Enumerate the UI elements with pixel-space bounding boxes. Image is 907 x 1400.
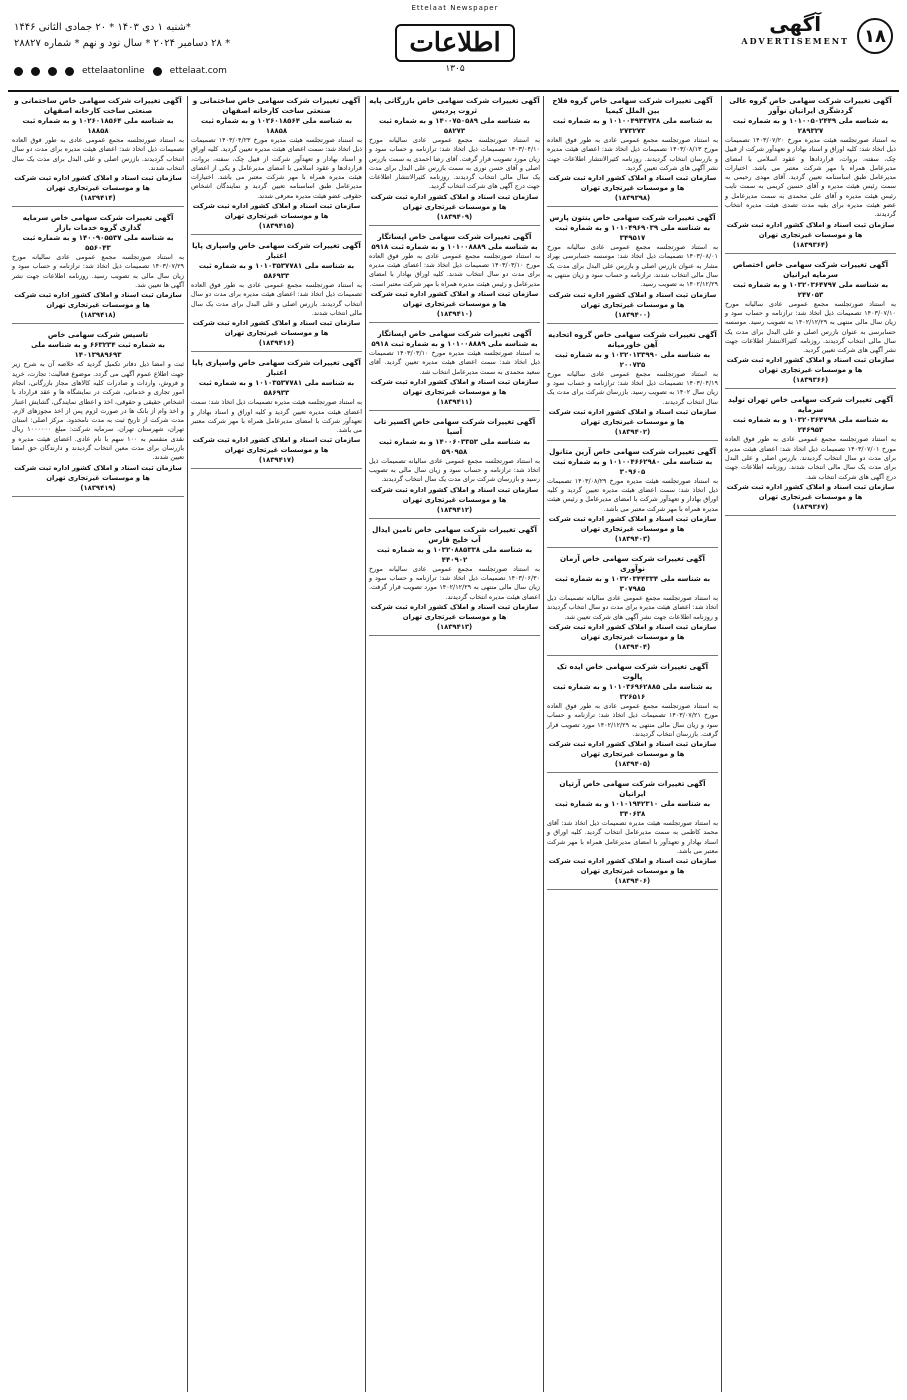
notice-registration: به شناسه ملی ۱۰۱۰۳۶۹۶۲۸۸۵ و به شماره ثبت ۳۲۶۵۱۶: [552, 682, 713, 701]
notice-title: آگهی تغییرات شرکت سهامی خاص ایده تک پالوت: [556, 661, 709, 681]
notice-signature: سازمان ثبت اسناد و املاک کشور اداره ثبت شرکت ها و موسسات غیرتجاری تهران: [370, 485, 539, 504]
notice-id: (۱۸۳۹۴۱۸): [12, 310, 184, 324]
legal-notice: [369, 329, 540, 411]
notice-registration: به شناسه ملی ۱۰۱۰۰۴۶۶۲۹۸۰ و به شماره ثبت ۳۰۹۶۰۵: [552, 457, 713, 476]
notice-id: (۱۸۳۹۳۹۸): [547, 193, 718, 207]
notice-registration: به شناسه ملی ۱۰۳۲۰۳۶۴۷۹۷ و به شماره ثبت ۲۴۷۰۵۳: [732, 280, 889, 299]
section-title: [741, 12, 849, 46]
notice-title: آگهی تغییرات شرکت سهامی خاص آرتیان ایرانیان: [559, 779, 706, 799]
notice-title: تاسیس شرکت سهامی خاص: [47, 330, 149, 340]
logo-year: ۱۳۰۵: [445, 64, 465, 74]
notice-signature: سازمان ثبت اسناد و املاک کشور اداره ثبت شرکت ها و موسسات غیرتجاری تهران: [14, 291, 182, 310]
notice-id: (۱۸۳۹۴۱۵): [191, 221, 362, 235]
notice-body: به استناد صورتجلسه مجمع عمومی عادی سالیانه مورخ ۱۴۰۳/۰۴/۱۰ تصمیمات ذیل اتخاذ شد: ترازنامه و حساب سود و زیان مورد تصویب قرار گرفت. آقای رضا احمدی به سمت بازرس اصلی و آقای حسن نوری به سمت بازرس علی البدل برای مدت یک سال مالی انتخاب گردیدند. روزنامه کثیرالانتشار اطلاعات جهت درج آگهی های شرکت انتخاب گردید.: [369, 136, 540, 191]
notice-registration: به شناسه ملی ۱۰۱۰۰۸۸۸۹ و به شماره ثبت ۵۹۱۸: [371, 339, 538, 348]
notice-title: آگهی تغییرات شرکت سهامی خاص گروه فلاح بین الملل کیمیا: [552, 96, 713, 115]
notice-body: به استناد صورتجلسه هیئت مدیره مورخ ۱۴۰۳/۰۸/۲۹ تصمیمات ذیل اتخاذ شد: سمت اعضای هیئت مدیره تعیین گردید و کلیه اوراق بهادار و تعهدآور شرکت با امضای مدیرعامل و رئیس هیئت مدیره همراه با مهر شرکت معتبر می باشد.: [547, 476, 718, 513]
legal-notice: [547, 662, 718, 773]
notice-registration: به شناسه ملی ۱۰۱۰۰۸۸۸۹ و به شماره ثبت ۵۹۱۸: [371, 242, 538, 251]
notice-body: به استناد صورتجلسه هیئت مدیره تصمیمات ذیل اتخاذ شد: سمت اعضای هیئت مدیره تعیین گردید و کلیه اوراق و اسناد بهادار و تعهدآور شرکت با امضای مدیرعامل همراه با مهر شرکت معتبر می باشد.: [191, 398, 362, 435]
notice-title: آگهی تغییرات شرکت سهامی خاص آرین متانول: [549, 446, 716, 456]
notice-body: به استناد صورتجلسه مجمع عمومی عادی سالیانه مورخ ۱۴۰۳/۰۶/۳۰ تصمیمات ذیل اتخاذ شد: ترازنامه و حساب سود و زیان سال مالی منتهی به ۱۴۰۲/۱۲/۲۹ مورد تصویب قرار گرفت. اعضای هیئت مدیره انتخاب گردیدند.: [369, 564, 540, 601]
legal-notice: [369, 525, 540, 636]
notice-body: به استناد صورتجلسه هیئت مدیره مورخ ۱۴۰۳/۰۷/۲۰ تصمیمات ذیل اتخاذ شد: کلیه اوراق و اسناد بهادار و تعهدآور شرکت از قبیل چک، سفته، بروات، قراردادها و عقود اسلامی با امضای مدیرعامل همراه با مهر شرکت معتبر می باشد. اختیارات مدیرعامل طبق اساسنامه تعیین گردید. آقای مهدی رحیمی به سمت رئیس هیئت مدیره و آقای حسین کریمی به سمت نایب رئیس هیئت مدیره و آقای علی محمدی به سمت مدیرعامل و عضو هیئت مدیره برای بقیه مدت تصدی هیئت مدیره انتخاب گردیدند.: [725, 136, 896, 219]
column-2: [543, 96, 721, 1392]
notice-body: به استناد صورتجلسه مجمع عمومی عادی سالیانه تصمیمات ذیل اتخاذ شد: اعضای هیئت مدیره برای مدت دو سال انتخاب گردیدند و روزنامه اطلاعات جهت نشر آگهی های شرکت تعیین شد.: [547, 594, 718, 621]
legal-notice: [369, 417, 540, 519]
notice-id: (۱۸۳۹۴۱۱): [369, 397, 540, 411]
legal-notice: [547, 96, 718, 207]
notice-body: به استناد صورتجلسه مجمع عمومی عادی سالیانه مورخ ۱۴۰۳/۰۸/۰۱ تصمیمات ذیل اتخاذ شد: موسسه حسابرسی بهراد مشار به عنوان بازرس اصلی و بازرس علی البدل برای مدت یک سال مالی انتخاب شدند. ترازنامه و حساب سود و زیان منتهی به ۱۴۰۲/۱۲/۲۹ به تصویب رسید.: [547, 243, 718, 289]
newspaper-logo[interactable]: [380, 4, 530, 84]
notice-signature: سازمان ثبت اسناد و املاک کشور اداره ثبت شرکت ها و موسسات غیرتجاری تهران: [370, 602, 539, 621]
date-line-1: *شنبه ۱ دی ۱۴۰۳ * ۲۰ جمادی الثانی ۱۴۴۶: [14, 22, 191, 33]
column-4: [187, 96, 365, 1392]
notice-body: به استناد صورتجلسه مجمع عمومی عادی سالیانه مورخ ۱۴۰۳/۰۷/۲۹ تصمیمات ذیل اتخاذ شد: ترازنامه و حساب سود و زیان سال مالی به تصویب رسید. روزنامه اطلاعات جهت نشر آگهی ها تعیین شد.: [12, 253, 184, 290]
logo-arc-text: Ettelaat Newspaper: [411, 4, 499, 12]
notice-body: به استناد صورتجلسه مجمع عمومی عادی به طور فوق العاده تصمیمات ذیل اتخاذ شد: اعضای هیئت مدیره برای مدت دو سال انتخاب گردیدند. بازرس اصلی و علی البدل برای مدت یک سال انتخاب شدند.: [12, 136, 184, 172]
notice-title: آگهی تغییرات شرکت سهامی خاص ایساتگار: [377, 328, 532, 338]
social-icon[interactable]: [31, 67, 40, 76]
notice-body: به استناد صورتجلسه هیئت مدیره مورخ ۱۴۰۳/۰۳/۱۰ تصمیمات ذیل اتخاذ شد: سمت اعضای هیئت مدیره تعیین گردید. آقای سعید محمدی به سمت مدیرعامل انتخاب شد.: [369, 348, 540, 376]
notice-signature: سازمان ثبت اسناد و املاک کشور اداره ثبت شرکت ها و موسسات غیرتجاری تهران: [726, 482, 895, 501]
notice-body: به استناد صورتجلسه هیئت مدیره تصمیمات ذیل اتخاذ شد: آقای محمد کاظمی به سمت مدیرعامل انتخاب گردید. کلیه اوراق و اسناد بهادار و تعهدآور با امضای مدیرعامل همراه با مهر شرکت معتبر می باشد.: [547, 819, 718, 856]
notice-title: آگهی تغییرات شرکت سهامی خاص تهران تولید سرمایه: [727, 395, 894, 415]
logo-name: اطلاعات: [395, 24, 514, 62]
notice-title: آگهی تغییرات شرکت سهامی خاص آرمان نوآوری: [560, 554, 705, 574]
notice-signature: سازمان ثبت اسناد و املاک کشور اداره ثبت شرکت ها و موسسات غیرتجاری تهران: [14, 463, 182, 482]
legal-notice: [369, 232, 540, 323]
notice-title: آگهی تغییرات شرکت سهامی خاص سرمایه گذاری گروه خدمات بازار: [22, 213, 174, 233]
notice-title: آگهی تغییرات شرکت سهامی خاص بازرگانی پایه ثروت پردیس: [369, 96, 540, 115]
column-3: [365, 96, 543, 1392]
notice-title: آگهی تغییرات شرکت سهامی خاص واسپاری پایا اعتبار: [192, 358, 361, 378]
website-link[interactable]: ettelaat.com: [169, 66, 227, 76]
notice-signature: سازمان ثبت اسناد و املاک کشور اداره ثبت شرکت ها و موسسات غیرتجاری تهران: [548, 174, 717, 193]
date-line-2: * ۲۸ دسامبر ۲۰۲۴ * سال نود و نهم * شماره ۲۸۸۲۷: [14, 38, 231, 49]
social-icon[interactable]: [14, 67, 23, 76]
social-bar: [14, 66, 227, 76]
notice-registration: به شناسه ملی ۱۰۲۶۰۱۸۵۶۴ و به شماره ثبت ۱۸۸۵۸: [201, 117, 352, 135]
globe-icon: [153, 67, 162, 76]
notice-id: (۱۸۳۹۴۰۲): [547, 427, 718, 441]
notice-id: (۱۸۳۹۴۰۹): [369, 212, 540, 226]
notice-title: آگهی تغییرات شرکت سهامی خاص اختصاص سرمایه ایرانیان: [732, 259, 889, 279]
notice-signature: سازمان ثبت اسناد و املاک کشور اداره ثبت شرکت ها و موسسات غیرتجاری تهران: [370, 192, 539, 211]
notice-signature: سازمان ثبت اسناد و املاک کشور اداره ثبت شرکت ها و موسسات غیرتجاری تهران: [192, 202, 361, 221]
notice-id: (۱۸۳۹۴۰۵): [547, 759, 718, 773]
notice-id: (۱۸۳۹۴۱۲): [369, 505, 540, 519]
legal-notice: [369, 96, 540, 226]
notice-id: (۱۸۳۹۴۰۰): [547, 310, 718, 324]
page-number: ۱۸: [857, 18, 893, 54]
notice-id: (۱۸۳۹۳۶۷): [725, 502, 896, 516]
social-handle[interactable]: ettelaatonline: [82, 66, 145, 76]
notice-body: به استناد صورتجلسه هیئت مدیره مورخ ۱۴۰۳/۰۴/۲۳ تصمیمات ذیل اتخاذ شد: سمت اعضای هیئت مدیره تعیین گردید. کلیه اوراق و اسناد بهادار و تعهدآور شرکت از قبیل چک، سفته، بروات، قراردادها و عقود اسلامی با امضای مدیرعامل و یکی از اعضای هیئت مدیره همراه با مهر شرکت معتبر می باشد. اختیارات مدیرعامل طبق اساسنامه تعیین گردید و نمایندگان اشخاص حقوقی عضو هیئت مدیره معرفی شدند.: [191, 136, 362, 200]
notice-id: (۱۸۳۹۴۰۴): [547, 642, 718, 656]
legal-notice: [191, 96, 362, 235]
notice-id: (۱۸۳۹۴۱۳): [369, 622, 540, 636]
notice-signature: سازمان ثبت اسناد و املاک کشور اداره ثبت شرکت ها و موسسات غیرتجاری تهران: [192, 436, 361, 455]
notice-id: (۱۸۳۹۴۰۳): [547, 534, 718, 548]
legal-notice: [547, 330, 718, 441]
social-icon[interactable]: [48, 67, 57, 76]
notice-body: به استناد صورتجلسه مجمع عمومی عادی به طور فوق العاده مورخ ۱۴۰۳/۰۸/۱۳ تصمیمات ذیل اتخاذ شد: اعضای هیئت مدیره و بازرسان انتخاب گردیدند. روزنامه کثیرالانتشار اطلاعات جهت نشر آگهی های شرکت تعیین گردید.: [547, 136, 718, 172]
notice-registration: به شناسه ملی ۱۰۳۲۰۱۳۳۹۹۰ و به شماره ثبت ۲۰۰۷۳۵: [554, 350, 711, 369]
notice-title: آگهی تغییرات شرکت سهامی خاص ایساتگار: [377, 231, 532, 241]
notice-body: به استناد صورتجلسه مجمع عمومی عادی سالیانه تصمیمات ذیل اتخاذ شد: ترازنامه و حساب سود و زیان سال مالی به تصویب رسید و بازرسان شرکت برای مدت یک سال انتخاب گردیدند.: [369, 456, 540, 484]
notice-registration: به شناسه ملی ۱۰۲۶۰۱۸۵۶۴ و به شماره ثبت ۱۸۸۵۸: [22, 117, 174, 135]
legal-notice: [547, 779, 718, 890]
legal-notice: [191, 358, 362, 469]
notice-registration: به شناسه ملی ۱۰۱۰۰۴۹۴۳۷۳۸ و به شماره ثبت ۲۷۳۲۷۳: [552, 117, 713, 135]
legal-notice: [12, 330, 184, 496]
column-1: [721, 96, 899, 1392]
notice-body: به استناد صورتجلسه مجمع عمومی عادی به طور فوق العاده تصمیمات ذیل اتخاذ شد: اعضای هیئت مدیره برای مدت دو سال انتخاب گردیدند. بازرس اصلی و علی البدل برای مدت یک سال مالی انتخاب شدند.: [191, 281, 362, 317]
notice-signature: سازمان ثبت اسناد و املاک کشور اداره ثبت شرکت ها و موسسات غیرتجاری تهران: [726, 356, 895, 375]
notice-id: (۱۸۳۹۴۱۹): [12, 483, 184, 497]
legal-notice: [547, 554, 718, 656]
section-title-en: ADVERTISEMENT: [741, 36, 849, 46]
column-5: [9, 96, 187, 1392]
notice-registration: به شماره ثبت ۶۶۳۲۳۴ و به شناسه ملی ۱۴۰۱۳۹۸۹۶۹۳: [31, 341, 165, 360]
notice-registration: به شناسه ملی ۱۰۱۰۴۹۶۹۰۳۹ و به شماره ثبت ۳۴۹۵۱۷: [554, 224, 711, 243]
legal-notice: [725, 395, 896, 515]
legal-notice: [191, 241, 362, 352]
notice-signature: سازمان ثبت اسناد و املاک کشور اداره ثبت شرکت ها و موسسات غیرتجاری تهران: [548, 622, 717, 641]
notice-registration: به شناسه ملی ۱۰۱۰۳۵۳۷۷۸۱ و به شماره ثبت ۵۸۶۹۳۳: [198, 262, 355, 281]
ads-columns: [8, 96, 899, 1392]
social-icon[interactable]: [65, 67, 74, 76]
notice-registration: به شناسه ملی ۱۰۳۲۰۳۶۴۷۹۸ و به شماره ثبت ۲۴۶۹۵۳: [732, 416, 889, 435]
notice-body: به استناد صورتجلسه مجمع عمومی عادی به طور فوق العاده مورخ ۱۴۰۳/۰۳/۱۰ تصمیمات ذیل اتخاذ شد: اعضای هیئت مدیره برای مدت دو سال انتخاب شدند. کلیه اوراق بهادار با امضای مدیرعامل و رئیس هیئت مدیره همراه با مهر شرکت معتبر است.: [369, 251, 540, 288]
notice-registration: به شناسه ملی ۱۰۳۲۰۳۴۴۳۳۴ و به شماره ثبت ۳۰۷۹۸۵: [554, 575, 711, 594]
notice-id: (۱۸۳۹۴۱۴): [12, 193, 184, 207]
notice-title: آگهی تغییرات شرکت سهامی خاص بنتون پارس: [549, 213, 716, 223]
legal-notice: [725, 260, 896, 390]
notice-signature: سازمان ثبت اسناد و املاک کشور اداره ثبت شرکت ها و موسسات غیرتجاری تهران: [548, 515, 717, 534]
notice-body: به استناد صورتجلسه مجمع عمومی عادی به طور فوق العاده مورخ ۱۴۰۳/۰۷/۰۱ تصمیمات ذیل اتخاذ شد: اعضای هیئت مدیره برای مدت دو سال انتخاب گردیدند. بازرس اصلی و علی البدل برای مدت یک سال مالی انتخاب شدند. روزنامه اطلاعات جهت درج آگهی های شرکت انتخاب شد.: [725, 435, 896, 481]
notice-registration: به شناسه ملی ۱۴۰۰۹۰۵۵۳۷ و به شماره ثبت ۵۵۶۰۴۳: [22, 234, 174, 253]
notice-title: آگهی تغییرات شرکت سهامی خاص تامین ایدال آب خلیج فارس: [372, 524, 537, 544]
notice-signature: سازمان ثبت اسناد و املاک کشور اداره ثبت شرکت ها و موسسات غیرتجاری تهران: [370, 289, 539, 308]
notice-registration: به شناسه ملی ۱۴۰۰۷۵۰۵۸۹ و به شماره ثبت ۵۸۲۷۳: [379, 117, 530, 135]
notice-id: (۱۸۳۹۴۱۶): [191, 338, 362, 352]
notice-registration: به شناسه ملی ۱۴۰۰۶۰۳۳۵۳ و به شماره ثبت ۵۹۰۹۵۸: [379, 437, 530, 456]
notice-title: آگهی تغییرات شرکت سهامی خاص واسپاری پایا اعتبار: [192, 241, 361, 261]
legal-notice: [547, 213, 718, 323]
notice-registration: به شناسه ملی ۱۰۳۲۰۸۸۵۳۳۸ و به شماره ثبت ۴۴۰۹۰۲: [376, 545, 533, 564]
notice-id: (۱۸۳۹۳۶۴): [725, 240, 896, 254]
notice-title: آگهی تغییرات شرکت سهامی خاص گروه اتحادیه آهن خاورمیانه: [548, 329, 717, 349]
section-title-fa: آگهی: [769, 12, 822, 36]
notice-signature: سازمان ثبت اسناد و املاک کشور اداره ثبت شرکت ها و موسسات غیرتجاری تهران: [192, 319, 361, 338]
notice-title: آگهی تغییرات شرکت سهامی خاص ساختمانی و صنعتی ساخت کارخانه اصفهان: [14, 96, 182, 115]
notice-body: به استناد صورتجلسه مجمع عمومی عادی سالیانه مورخ ۱۴۰۳/۰۴/۱۹ تصمیمات ذیل اتخاذ شد: ترازنامه و حساب سود و زیان سال ۱۴۰۲ به تصویب رسید. بازرسان شرکت برای مدت یک سال انتخاب گردیدند.: [547, 369, 718, 406]
notice-registration: به شناسه ملی ۱۰۱۰۱۹۴۲۳۱۰ و به شماره ثبت ۳۴۰۶۳۸: [554, 800, 711, 819]
notice-id: (۱۸۳۹۴۱۰): [369, 309, 540, 323]
masthead: [0, 0, 907, 92]
notice-signature: سازمان ثبت اسناد و املاک کشور اداره ثبت شرکت ها و موسسات غیرتجاری تهران: [548, 290, 717, 309]
issue-dates: [14, 20, 230, 52]
notice-signature: سازمان ثبت اسناد و املاک کشور اداره ثبت شرکت ها و موسسات غیرتجاری تهران: [726, 220, 895, 239]
legal-notice: [12, 213, 184, 324]
notice-body: ثبت و امضا ذیل دفاتر تکمیل گردید که خلاصه آن به شرح زیر جهت اطلاع عموم آگهی می گردد. موضوع فعالیت: تجارت، خرید و فروش، واردات و صادرات کلیه کالاهای مجاز بازرگانی، انجام امور تجاری و خدماتی، شرکت در نمایشگاه ها و عقد قرارداد با اشخاص حقیقی و حقوقی، اخذ و اعطای نمایندگی، گشایش اعتبار و اخذ وام از بانک ها در صورت لزوم پس از اخذ مجوزهای لازم. مدت شرکت از تاریخ ثبت به مدت نامحدود. مرکز اصلی: استان تهران، شهرستان تهران. سرمایه شرکت: مبلغ ۱۰۰۰۰۰۰ ریال نقدی منقسم به ۱۰۰ سهم با نام عادی. اعضای هیئت مدیره و بازرسان برای مدت معین انتخاب گردیدند و دارندگان حق امضا تعیین شدند.: [12, 360, 184, 462]
notice-id: (۱۸۳۹۳۶۶): [725, 375, 896, 389]
notice-signature: سازمان ثبت اسناد و املاک کشور اداره ثبت شرکت ها و موسسات غیرتجاری تهران: [370, 377, 539, 396]
notice-id: (۱۸۳۹۴۱۷): [191, 455, 362, 469]
notice-id: (۱۸۳۹۴۰۶): [547, 876, 718, 890]
notice-signature: سازمان ثبت اسناد و املاک کشور اداره ثبت شرکت ها و موسسات غیرتجاری تهران: [548, 857, 717, 876]
notice-signature: سازمان ثبت اسناد و املاک کشور اداره ثبت شرکت ها و موسسات غیرتجاری تهران: [548, 407, 717, 426]
notice-title: آگهی تغییرات شرکت سهامی خاص ساختمانی و صنعتی ساخت کارخانه اصفهان: [192, 96, 361, 115]
legal-notice: [12, 96, 184, 207]
notice-title: آگهی تغییرات شرکت سهامی خاص اکسیر تاب آسیا: [373, 416, 536, 436]
notice-body: به استناد صورتجلسه مجمع عمومی عادی به طور فوق العاده مورخ ۱۴۰۳/۰۷/۲۱ تصمیمات ذیل اتخاذ شد: ترازنامه و حساب سود و زیان سال مالی منتهی به ۱۴۰۲/۱۲/۲۹ مورد تصویب قرار گرفت. بازرسان انتخاب گردیدند.: [547, 701, 719, 738]
notice-title: آگهی تغییرات شرکت سهامی خاص گروه عالی گردشگری ایرانیان نوآور: [729, 96, 892, 115]
notice-signature: سازمان ثبت اسناد و املاک کشور اداره ثبت شرکت ها و موسسات غیرتجاری تهران: [14, 174, 182, 193]
notice-registration: به شناسه ملی ۱۰۱۰۰۵۰۲۴۴۹ و به شماره ثبت ۲۸۹۳۲۷: [732, 117, 889, 135]
notice-body: به استناد صورتجلسه مجمع عمومی عادی سالیانه مورخ ۱۴۰۳/۰۷/۱۰ تصمیمات ذیل اتخاذ شد: ترازنامه و حساب سود و زیان سال مالی منتهی به ۱۴۰۲/۱۲/۲۹ به تصویب رسید. موسسه حسابرسی به عنوان بازرس اصلی و علی البدل برای مدت یک سال مالی انتخاب گردیدند. روزنامه کثیرالانتشار اطلاعات جهت نشر آگهی های شرکت تعیین گردید.: [725, 299, 896, 355]
notice-registration: به شناسه ملی ۱۰۱۰۳۵۳۷۷۸۱ و به شماره ثبت ۵۸۶۹۳۳: [198, 379, 355, 398]
header-divider: [8, 90, 899, 92]
notice-signature: سازمان ثبت اسناد و املاک کشور اداره ثبت شرکت ها و موسسات غیرتجاری تهران: [548, 740, 717, 759]
legal-notice: [725, 96, 896, 254]
legal-notice: [547, 447, 718, 548]
